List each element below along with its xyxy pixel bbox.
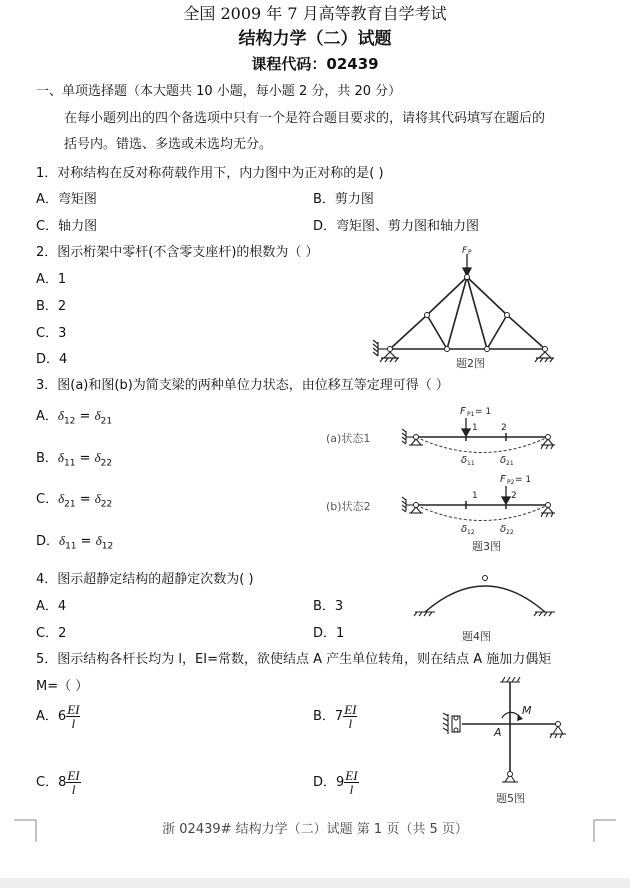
q4-option-b: B．3: [313, 599, 344, 614]
q3-fp2-sub: P2: [507, 479, 515, 486]
q3-state-b-label: (b)状态2: [326, 500, 371, 513]
q3-option-b: B．$\delta_{11} = \delta_{22}$: [36, 450, 113, 469]
q2-option-a: A．1: [36, 272, 67, 287]
q2-figure-caption: 题2图: [456, 357, 485, 370]
exam-title: 全国 2009 年 7 月高等教育自学考试: [183, 4, 447, 23]
course-code: 课程代码：02439: [251, 55, 379, 73]
section-instructions-1: 在每小题列出的四个备选项中只有一个是符合题目要求的，请将其代码填写在题后的: [64, 111, 546, 126]
q5-node-a-label: A: [494, 726, 502, 739]
q1-option-b: B．剪力图: [313, 192, 374, 207]
q3-point-2-a: 2: [501, 423, 507, 433]
section-heading: 一、单项选择题（本大题共 10 小题，每小题 2 分，共 20 分）: [36, 84, 402, 99]
q3-delta21-label: δ: [500, 455, 507, 466]
q2-option-c: C．3: [36, 326, 67, 341]
subject-title: 结构力学（二）试题: [238, 29, 392, 49]
q2-stem: 2．图示桁架中零杆(不含零支座杆)的根数为（ ）: [36, 245, 319, 260]
q3-state-a-label: (a)状态1: [326, 432, 371, 445]
q5-option-d: D．9 $\frac{EI}{l}$: [313, 768, 358, 797]
q4-figure-caption: 题4图: [462, 630, 491, 643]
bottom-band: [0, 878, 630, 888]
q3-figure-caption: 题3图: [472, 540, 501, 553]
q3-delta21-sub: 21: [506, 460, 514, 467]
q3-point-1-b: 1: [472, 491, 478, 501]
q3-point-2-b: 2: [511, 491, 517, 501]
q3-delta22-sub: 22: [506, 529, 514, 536]
q3-option-c: C．$\delta_{21} = \delta_{22}$: [36, 491, 113, 510]
q2-option-d: D．4: [36, 352, 68, 367]
q3-delta11-label: δ: [461, 455, 468, 466]
q5-stem-2: M=（ ）: [36, 679, 89, 694]
q1-option-a: A．弯矩图: [36, 192, 97, 207]
q2-load-label: F: [462, 246, 468, 256]
q3-fp1-value: = 1: [475, 407, 492, 417]
section-instructions-2: 括号内。错选、多选或未选均无分。: [64, 137, 273, 152]
q5-option-a: A．6 $\frac{EI}{l}$: [36, 702, 80, 731]
q5-figure-caption: 题5图: [496, 792, 525, 805]
q3-delta12-label: δ: [461, 524, 468, 535]
q2-load-subscript: P: [468, 249, 472, 256]
q3-fp1-sub: P1: [467, 411, 475, 418]
q3-fp1-label: F: [460, 406, 466, 417]
q4-option-c: C．2: [36, 626, 67, 641]
q5-moment-label: M: [522, 704, 532, 717]
q4-option-a: A．4: [36, 599, 67, 614]
q4-option-d: D．1: [313, 626, 345, 641]
q4-stem: 4．图示超静定结构的超静定次数为( ): [36, 572, 254, 587]
q3-stem: 3．图(a)和图(b)为简支梁的两种单位力状态，由位移互等定理可得（ ）: [36, 378, 449, 393]
q2-option-b: B．2: [36, 299, 67, 314]
q3-delta11-sub: 11: [467, 460, 475, 467]
q3-point-1-a: 1: [472, 423, 478, 433]
q1-option-c: C．轴力图: [36, 219, 98, 234]
q3-fp2-label: F: [500, 474, 506, 485]
q5-stem: 5．图示结构各杆长均为 l，EI=常数，欲使结点 A 产生单位转角，则在结点 A 施加力偶矩: [36, 652, 552, 667]
q3-fp2-value: = 1: [515, 475, 532, 485]
q1-stem: 1．对称结构在反对称荷载作用下，内力图中为正对称的是( ): [36, 166, 384, 181]
q5-option-c: C．8 $\frac{EI}{l}$: [36, 768, 80, 797]
q1-option-d: D．弯矩图、剪力图和轴力图: [313, 219, 480, 234]
q3-delta12-sub: 12: [467, 529, 475, 536]
q3-option-a: A．$\delta_{12} = \delta_{21}$: [36, 408, 113, 427]
q5-option-b: B．7 $\frac{EI}{l}$: [313, 702, 357, 731]
q3-delta22-label: δ: [500, 524, 507, 535]
page-footer: 浙 02439# 结构力学（二）试题 第 1 页（共 5 页）: [162, 822, 468, 837]
q3-option-d: D．$\delta_{11} = \delta_{12}$: [36, 533, 114, 552]
